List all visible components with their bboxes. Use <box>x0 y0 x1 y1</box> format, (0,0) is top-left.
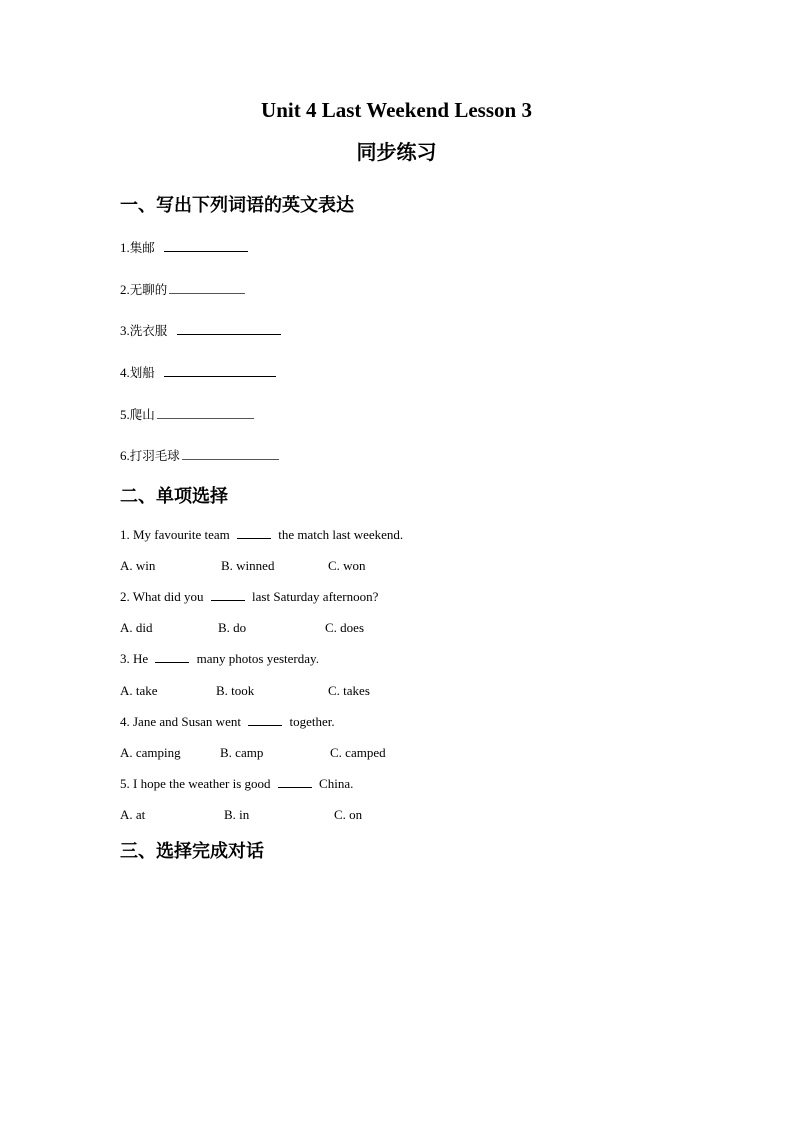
vocab-item-4 <box>120 364 278 382</box>
item-number: 6. <box>120 448 130 463</box>
question-text-after: together. <box>289 714 335 729</box>
question-text-before: 1. My favourite team <box>120 527 230 542</box>
vocab-item-3 <box>120 322 283 340</box>
question-5-options <box>120 806 520 824</box>
option-c[interactable]: C. on <box>334 807 363 822</box>
question-5 <box>120 775 353 793</box>
question-text-before: 5. I hope the weather is good <box>120 776 271 791</box>
item-number: 1. <box>120 240 130 255</box>
answer-blank[interactable] <box>157 417 254 419</box>
option-b[interactable]: B. winned <box>221 558 275 573</box>
option-c[interactable]: C. does <box>325 620 364 635</box>
question-4-options <box>120 744 520 762</box>
section-1-heading: 一、写出下列词语的英文表达 <box>120 195 354 216</box>
answer-blank[interactable] <box>164 375 276 377</box>
question-text-before: 2. What did you <box>120 589 204 604</box>
section-3-heading: 三、选择完成对话 <box>120 841 264 862</box>
question-text-after: many photos yesterday. <box>196 651 319 666</box>
item-number: 5. <box>120 407 130 422</box>
option-c[interactable]: C. takes <box>328 683 370 698</box>
section-2-heading: 二、单项选择 <box>120 486 228 507</box>
option-a[interactable]: A. did <box>120 620 153 635</box>
option-b[interactable]: B. took <box>216 683 255 698</box>
answer-blank[interactable] <box>211 599 245 601</box>
option-b[interactable]: B. do <box>218 620 247 635</box>
answer-blank[interactable] <box>155 661 189 663</box>
item-text: 划船 <box>129 365 155 380</box>
question-1-options <box>120 557 520 575</box>
answer-blank[interactable] <box>164 250 248 252</box>
option-a[interactable]: A. win <box>120 558 156 573</box>
question-text-after: China. <box>319 776 354 791</box>
answer-blank[interactable] <box>248 724 282 726</box>
option-c[interactable]: C. camped <box>330 745 386 760</box>
item-text: 集邮 <box>129 240 155 255</box>
document-subtitle: 同步练习 <box>356 140 437 164</box>
answer-blank[interactable] <box>169 292 245 294</box>
option-a[interactable]: A. camping <box>120 745 181 760</box>
document-title: Unit 4 Last Weekend Lesson 3 <box>261 98 532 122</box>
option-b[interactable]: B. in <box>224 807 250 822</box>
item-text: 爬山 <box>129 407 155 422</box>
answer-blank[interactable] <box>182 458 279 460</box>
item-number: 3. <box>120 323 130 338</box>
answer-blank[interactable] <box>177 333 281 335</box>
option-c[interactable]: C. won <box>328 558 366 573</box>
vocab-item-5 <box>120 406 256 424</box>
question-1 <box>120 526 403 544</box>
item-text: 打羽毛球 <box>129 448 180 463</box>
item-number: 4. <box>120 365 130 380</box>
vocab-item-1 <box>120 239 250 257</box>
question-2 <box>120 588 378 606</box>
question-3-options <box>120 682 520 700</box>
question-text-after: the match last weekend. <box>278 527 404 542</box>
option-a[interactable]: A. take <box>120 683 158 698</box>
option-b[interactable]: B. camp <box>220 745 264 760</box>
vocab-item-6 <box>120 447 281 465</box>
question-text-before: 4. Jane and Susan went <box>120 714 241 729</box>
vocab-item-2 <box>120 281 247 299</box>
item-text: 无聊的 <box>129 282 168 297</box>
question-3 <box>120 650 319 668</box>
question-text-before: 3. He <box>120 651 149 666</box>
question-4 <box>120 713 335 731</box>
item-number: 2. <box>120 282 130 297</box>
option-a[interactable]: A. at <box>120 807 146 822</box>
answer-blank[interactable] <box>278 786 312 788</box>
answer-blank[interactable] <box>237 537 271 539</box>
question-text-after: last Saturday afternoon? <box>252 589 379 604</box>
item-text: 洗衣服 <box>129 323 168 338</box>
question-2-options <box>120 619 520 637</box>
